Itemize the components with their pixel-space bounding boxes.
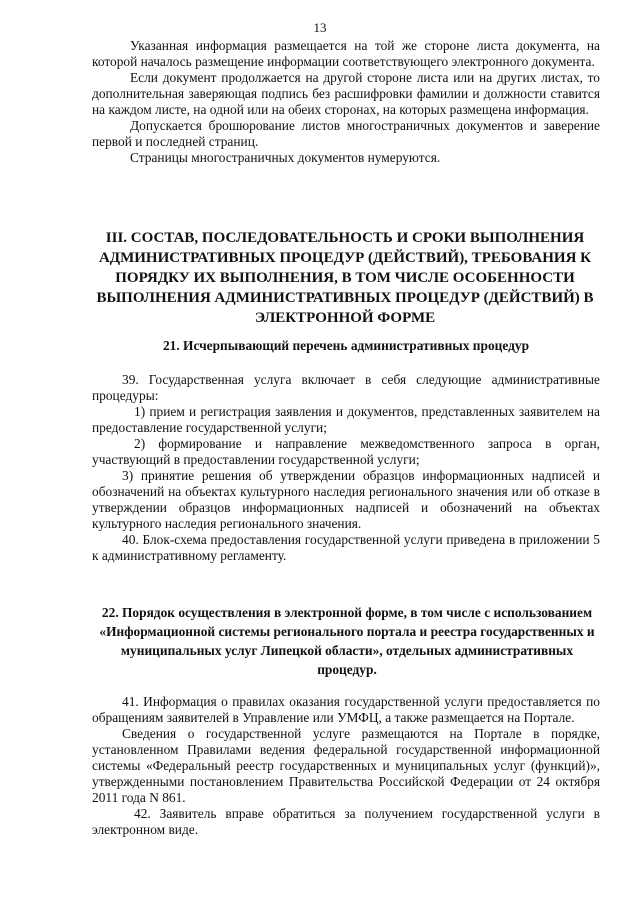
subsection-22-heading: 22. Порядок осуществления в электронной форме, в том числе с использованием «Информационной системы регионального портала и реестра государственных и муниципальных услуг Липецкой области», отдельных административных процедур. — [99, 605, 595, 677]
paragraph: 39. Государственная услуга включает в себя следующие административные процедуры: — [92, 372, 600, 403]
paragraph: Если документ продолжается на другой стороне листа или на других листах, то дополнительная заверяющая подпись без расшифровки фамилии и должности ставится на каждом листе, на одной или на обеих сторонах, на которых размещена информация. — [92, 70, 600, 117]
paragraph: Допускается брошюрование листов многостраничных документов и заверение первой и последней страниц. — [92, 118, 600, 149]
section-title: III. СОСТАВ, ПОСЛЕДОВАТЕЛЬНОСТЬ И СРОКИ ВЫПОЛНЕНИЯ АДМИНИСТРАТИВНЫХ ПРОЦЕДУР (ДЕЙСТВИЙ), ТРЕБОВАНИЯ К ПОРЯДКУ ИХ ВЫПОЛНЕНИЯ, В ТОМ ЧИСЛЕ ОСОБЕННОСТИ ВЫПОЛНЕНИЯ АДМИНИСТРАТИВНЫХ ПРОЦЕДУР (ДЕЙСТВИЙ) В ЭЛЕКТРОННОЙ ФОРМЕ — [96, 230, 594, 326]
paragraph: 41. Информация о правилах оказания государственной услуги предоставляется по обращениям заявителей в Управление или УМФЦ, а также размещается на Портале. — [92, 694, 600, 725]
list-item: 1) прием и регистрация заявления и документов, представленных заявителем на предоставление государственной услуги; — [92, 404, 600, 435]
top-text-block — [92, 38, 600, 166]
page-number: 13 — [313, 20, 327, 35]
list-item: 2) формирование и направление межведомственного запроса в орган, участвующий в предоставлении государственной услуги; — [92, 436, 600, 467]
paragraph: Сведения о государственной услуге размещаются на Портале в порядке, установленном Правилами ведения федеральной государственной информационной системы «Федеральный реестр государственных и муниципальных услуг (функций)», утвержденными постановлением Правительства Российской Федерации от 24 октября 2011 года N 861. — [92, 726, 600, 805]
subsection-21-heading: 21. Исчерпывающий перечень административных процедур — [162, 338, 530, 353]
paragraph: 40. Блок-схема предоставления государственной услуги приведена в приложении 5 к административному регламенту. — [92, 532, 600, 563]
list-item: 3) принятие решения об утверждении образцов информационных надписей и обозначений на объектах культурного наследия регионального значения или об отказе в утверждении образцов информационных надписей и обозначений на объектах культурного наследия регионального значения. — [92, 468, 600, 531]
paragraph: Страницы многостраничных документов нумеруются. — [130, 150, 441, 165]
procedures-list — [92, 372, 600, 564]
paragraph: 42. Заявитель вправе обратиться за получением государственной услуги в электронном виде. — [92, 806, 600, 837]
paragraph: Указанная информация размещается на той же стороне листа документа, на которой началось размещение информации соответствующего электронного документа. — [92, 38, 600, 69]
bottom-text-block — [92, 694, 600, 838]
